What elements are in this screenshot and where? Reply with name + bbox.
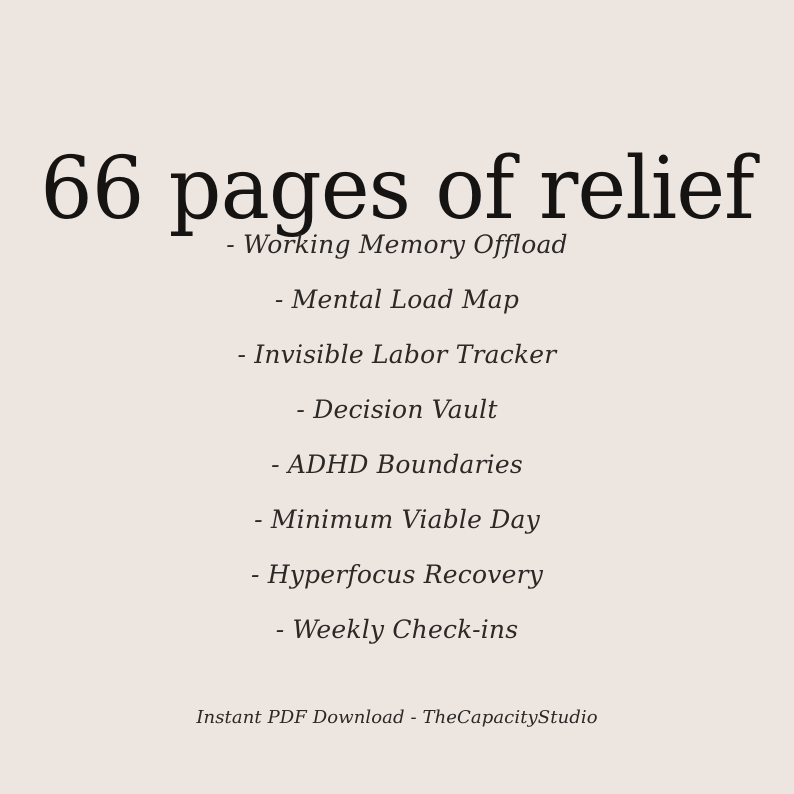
feature-item-mental-load-map: - Mental Load Map [274,285,520,314]
feature-item-hyperfocus-recovery: - Hyperfocus Recovery [250,560,544,589]
feature-item-weekly-check-ins: - Weekly Check-ins [275,615,519,644]
feature-item-invisible-labor-tracker: - Invisible Labor Tracker [237,340,557,369]
download-footer: Instant PDF Download - TheCapacityStudio [196,707,598,728]
feature-item-decision-vault: - Decision Vault [296,395,498,424]
feature-list [0,226,794,666]
feature-item-minimum-viable-day: - Minimum Viable Day [254,505,540,534]
page-title: 66 pages of relief [40,138,754,239]
feature-item-adhd-boundaries: - ADHD Boundaries [271,450,523,479]
feature-item-working-memory-offload: - Working Memory Offload [226,230,568,259]
